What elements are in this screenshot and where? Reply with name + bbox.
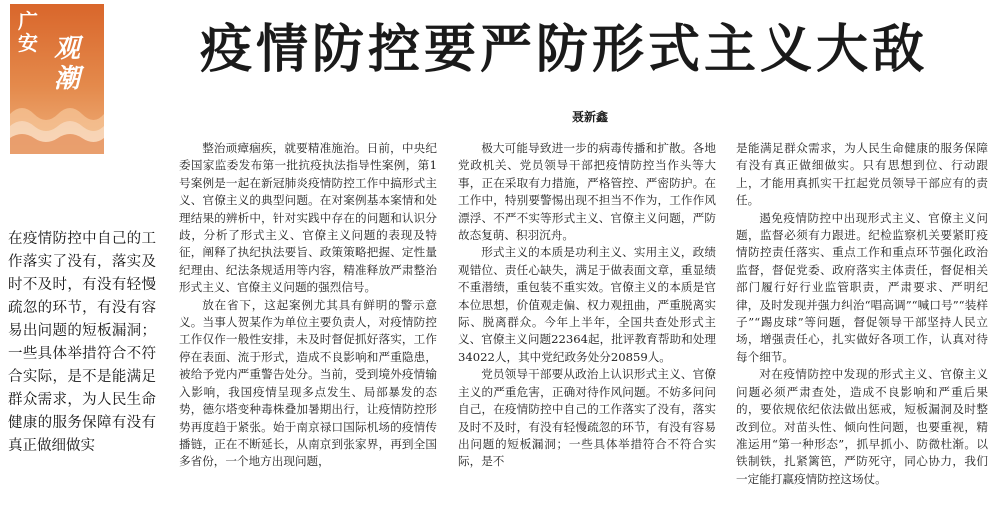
article-headline: 疫情防控要严防形式主义大敌 (200, 19, 929, 80)
pull-quote: 在疫情防控中自己的工作落实了没有，落实及时不及时，有没有轻慢疏忽的环节，有没有容易出问题的短板漏洞；一些具体举措符合不符合实际，是不是能满足群众需求，为人民生命健康的服务保障有没有真正做细做实 (8, 231, 156, 454)
article-column-2 (458, 140, 716, 516)
logo-text-left: 广安 (18, 9, 38, 55)
paragraph: 极大可能导致进一步的病毒传播和扩散。各地党政机关、党员领导干部把疫情防控当作头等大事，正在采取有力措施，严格管控、严密防护。在工作中，特别要警惕出现不担当不作为，工作作风漂浮、不严不实等形式主义、官僚主义问题，严防故态复萌、积羽沉舟。 (458, 141, 716, 243)
author-name: 聂新鑫 (571, 110, 608, 124)
paragraph: 整治顽瘴痼疾，就要精准施治。日前，中央纪委国家监委发布第一批抗疫执法指导性案例，第1号案例是一起在新冠肺炎疫情防控工作中搞形式主义、官僚主义的典型问题。在对案例基本案情和处理结果的辨析中，针对实践中存在的问题和认识分歧，分析了形式主义、官僚主义问题的表现及特征，阐释了执纪执法要旨、政策策略把握、定性量纪理由、纪法条规适用等内容，精准释放严肃整治形式主义、官僚主义问题的强烈信号。 (179, 141, 437, 295)
paragraph: 形式主义的本质是功利主义、实用主义，政绩观错位、责任心缺失，满足于做表面文章，重显绩不重潜绩，重包装不重实效。官僚主义的本质是官本位思想，价值观走偏、权力观扭曲，严重脱离实际、脱离群众。今年上半年，全国共查处形式主义、官僚主义问题22364起，批评教育帮助和处理34022人，其中党纪政务处分20859人。 (458, 245, 716, 364)
paragraph: 是能满足群众需求，为人民生命健康的服务保障有没有真正做细做实。只有思想到位、行动跟上，才能用真抓实干扛起党员领导干部应有的责任。 (736, 141, 988, 208)
article-column-1 (179, 140, 437, 516)
paragraph: 党员领导干部要从政治上认识形式主义、官僚主义的严重危害，正确对待作风问题。不妨多问问自己，在疫情防控中自己的工作落实了没有，落实及时不及时，有没有轻慢疏忽的环节，有没有容易出问题的短板漏洞；一些具体举措符合不符合实际，是不 (458, 367, 716, 469)
article-column-3 (736, 140, 988, 516)
paragraph: 遏免疫情防控中出现形式主义、官僚主义问题，监督必须有力跟进。纪检监察机关要紧盯疫情防控责任落实、重点工作和重点环节强化政治监督，督促党委、政府落实主体责任，督促相关部门履行好行业监管职责，严肃要求、严明纪律，及时发现并强力纠治“唱高调”“喊口号”“装样子”“踢皮球”等问题，督促领导干部坚持人民立场，增强责任心，扎实做好各项工作，认真对待每个细节。 (736, 210, 988, 364)
paragraph: 放在省下，这起案例尤其具有鲜明的警示意义。当事人贺某作为单位主要负责人，对疫情防控工作仅作一般性安排，未及时督促抓好落实，工作停在表面、流于形式，造成不良影响和严重隐患，被给予党内严重警告处分。当前，受到境外疫情输入影响，我国疫情呈现多点发生、局部暴发的态势，德尔塔变种毒株叠加暑期出行，让疫情防控形势再度趋于紧张。始于南京禄口国际机场的疫情传播链，正在不断延长，从南京到张家界，再到全国多省份，一个地方出现问题， (179, 297, 437, 469)
logo-text-right: 观潮 (54, 34, 81, 94)
article-byline (0, 108, 993, 125)
paragraph: 对在疫情防控中发现的形式主义、官僚主义问题必须严肃查处，造成不良影响和严重后果的，要依规依纪依法做出惩戒，短板漏洞及时整改到位。对苗头性、倾向性问题，也要重视，精准运用“第一种形态”，抓早抓小、防微杜渐。以铁制铁，扎紧篱笆，严防死守，同心协力，我们一定能打赢疫情防控这场仗。 (736, 367, 988, 486)
column-logo (10, 4, 104, 154)
